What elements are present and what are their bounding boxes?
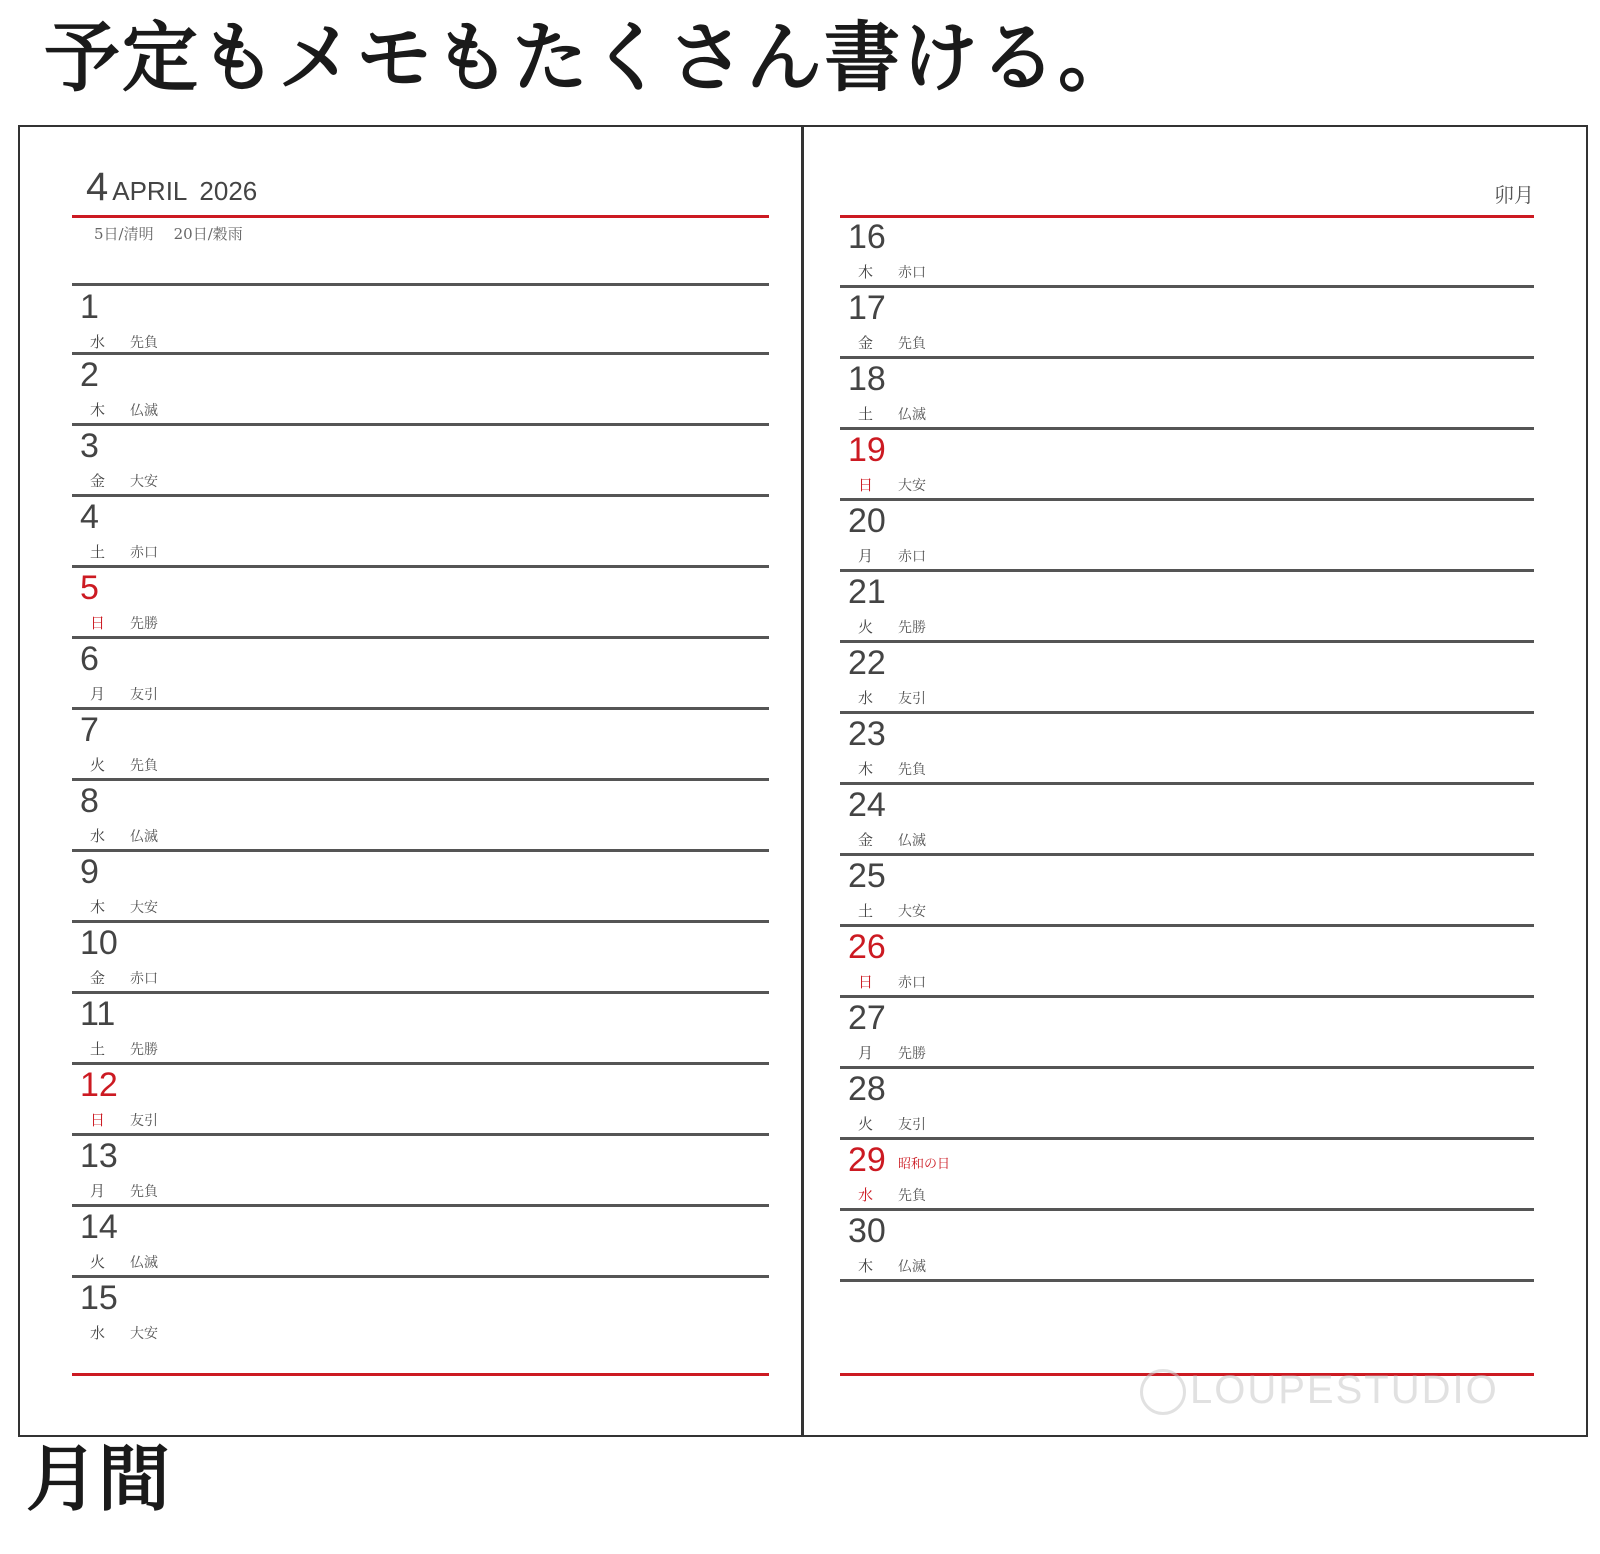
day-number: 15 [80,1279,118,1317]
day-row [72,425,769,497]
day-number: 11 [80,995,116,1033]
day-row [840,429,1534,501]
headline: 予定もメモもたくさん書ける。 [44,13,1136,102]
day-row [840,713,1534,785]
rokuyo-label: 赤口 [130,971,158,987]
rokuyo-label: 大安 [130,900,158,916]
day-row [840,1210,1534,1282]
holiday-label: 昭和の日 [898,1157,951,1172]
day-number: 23 [848,715,886,753]
weekday-label: 水 [90,827,106,845]
weekday-label: 木 [858,263,874,281]
rokuyo-label: 友引 [898,1117,926,1133]
day-number: 12 [80,1066,118,1104]
footer-rule [72,1373,769,1376]
day-row [840,216,1534,288]
day-row [840,926,1534,998]
day-row [840,855,1534,927]
day-number: 2 [80,356,99,394]
rokuyo-label: 先負 [898,762,926,778]
weekday-label: 月 [90,1182,106,1200]
day-row [840,1068,1534,1140]
day-row [840,784,1534,856]
weekday-label: 金 [858,831,874,849]
rokuyo-label: 友引 [130,687,158,703]
rokuyo-label: 先負 [130,335,158,351]
day-row [72,1135,769,1207]
day-number: 24 [848,786,886,824]
day-row [72,922,769,994]
day-row [72,780,769,852]
rokuyo-label: 大安 [130,1326,158,1342]
weekday-label: 土 [90,543,106,561]
weekday-label: 月 [90,685,106,703]
day-row [72,283,769,355]
rokuyo-label: 先勝 [130,1042,158,1058]
rokuyo-label: 仏滅 [898,1259,926,1275]
solar-term: 20日/穀雨 [173,225,243,243]
rokuyo-label: 赤口 [898,549,926,565]
solar-terms [94,223,243,244]
rokuyo-label: 先勝 [898,1046,926,1062]
day-row [840,287,1534,359]
caption: 月間 [26,1437,171,1521]
day-number: 4 [80,498,99,536]
day-row [72,567,769,639]
rokuyo-label: 大安 [898,478,926,494]
weekday-label: 土 [858,405,874,423]
weekday-label: 金 [858,334,874,352]
day-number: 19 [848,431,886,469]
day-number: 14 [80,1208,118,1246]
weekday-label: 土 [858,902,874,920]
weekday-label: 日 [90,1111,106,1129]
weekday-label: 水 [858,1186,874,1204]
weekday-label: 火 [858,618,874,636]
rokuyo-label: 先負 [898,1188,926,1204]
rokuyo-label: 赤口 [130,545,158,561]
planner-spread [18,125,1588,1437]
solar-term: 5日/清明 [94,225,154,243]
month-name: APRIL [112,176,188,206]
day-number: 27 [848,999,886,1037]
day-row [840,500,1534,572]
weekday-label: 木 [858,760,874,778]
day-number: 21 [848,573,886,611]
rokuyo-label: 仏滅 [130,829,158,845]
day-row [840,642,1534,714]
watermark-text: LOUPESTUDIO [1190,1368,1499,1412]
rokuyo-label: 仏滅 [898,833,926,849]
weekday-label: 月 [858,1044,874,1062]
day-number: 25 [848,857,886,895]
day-number: 30 [848,1212,886,1250]
weekday-label: 日 [90,614,106,632]
weekday-label: 金 [90,969,106,987]
weekday-label: 木 [90,898,106,916]
day-number: 3 [80,427,99,465]
day-row [72,709,769,781]
day-number: 9 [80,853,99,891]
day-number: 13 [80,1137,118,1175]
month-header [86,165,257,210]
day-number: 1 [80,288,99,326]
day-row [840,358,1534,430]
day-row [72,638,769,710]
watermark-logo [1140,1368,1499,1415]
weekday-label: 日 [858,476,874,494]
weekday-label: 日 [858,973,874,991]
day-row [72,1064,769,1136]
weekday-label: 水 [90,1324,106,1342]
day-row [72,1206,769,1278]
weekday-label: 火 [90,756,106,774]
rokuyo-label: 先負 [130,1184,158,1200]
rokuyo-label: 友引 [130,1113,158,1129]
rokuyo-label: 大安 [898,904,926,920]
weekday-label: 水 [90,333,106,351]
month-year: 2026 [199,176,258,206]
day-number: 26 [848,928,886,966]
header-rule [72,215,769,218]
day-number: 16 [848,218,886,256]
day-row [72,851,769,923]
day-row [72,354,769,426]
rokuyo-label: 先負 [898,336,926,352]
day-number: 6 [80,640,99,678]
day-row [840,1139,1534,1211]
rokuyo-label: 先勝 [130,616,158,632]
rokuyo-label: 先負 [130,758,158,774]
weekday-label: 木 [90,401,106,419]
weekday-label: 火 [90,1253,106,1271]
day-number: 29 [848,1141,886,1179]
day-number: 10 [80,924,118,962]
day-number: 17 [848,289,886,327]
day-number: 18 [848,360,886,398]
weekday-label: 月 [858,547,874,565]
weekday-label: 金 [90,472,106,490]
day-number: 20 [848,502,886,540]
weekday-label: 土 [90,1040,106,1058]
day-row [840,997,1534,1069]
day-number: 8 [80,782,99,820]
day-row [72,1277,769,1349]
watermark-ring-icon [1140,1369,1186,1415]
rokuyo-label: 赤口 [898,265,926,281]
rokuyo-label: 仏滅 [130,1255,158,1271]
rokuyo-label: 仏滅 [898,407,926,423]
day-row [72,993,769,1065]
right-page [804,127,1586,1435]
left-page [20,127,801,1435]
rokuyo-label: 先勝 [898,620,926,636]
rokuyo-label: 赤口 [898,975,926,991]
rokuyo-label: 大安 [130,474,158,490]
day-number: 22 [848,644,886,682]
day-row [72,496,769,568]
weekday-label: 木 [858,1257,874,1275]
rokuyo-label: 友引 [898,691,926,707]
month-number: 4 [86,165,109,209]
weekday-label: 火 [858,1115,874,1133]
rokuyo-label: 仏滅 [130,403,158,419]
day-number: 28 [848,1070,886,1108]
day-row [840,571,1534,643]
japanese-month-name: 卯月 [1494,183,1534,207]
day-number: 7 [80,711,99,749]
weekday-label: 水 [858,689,874,707]
day-number: 5 [80,569,99,607]
